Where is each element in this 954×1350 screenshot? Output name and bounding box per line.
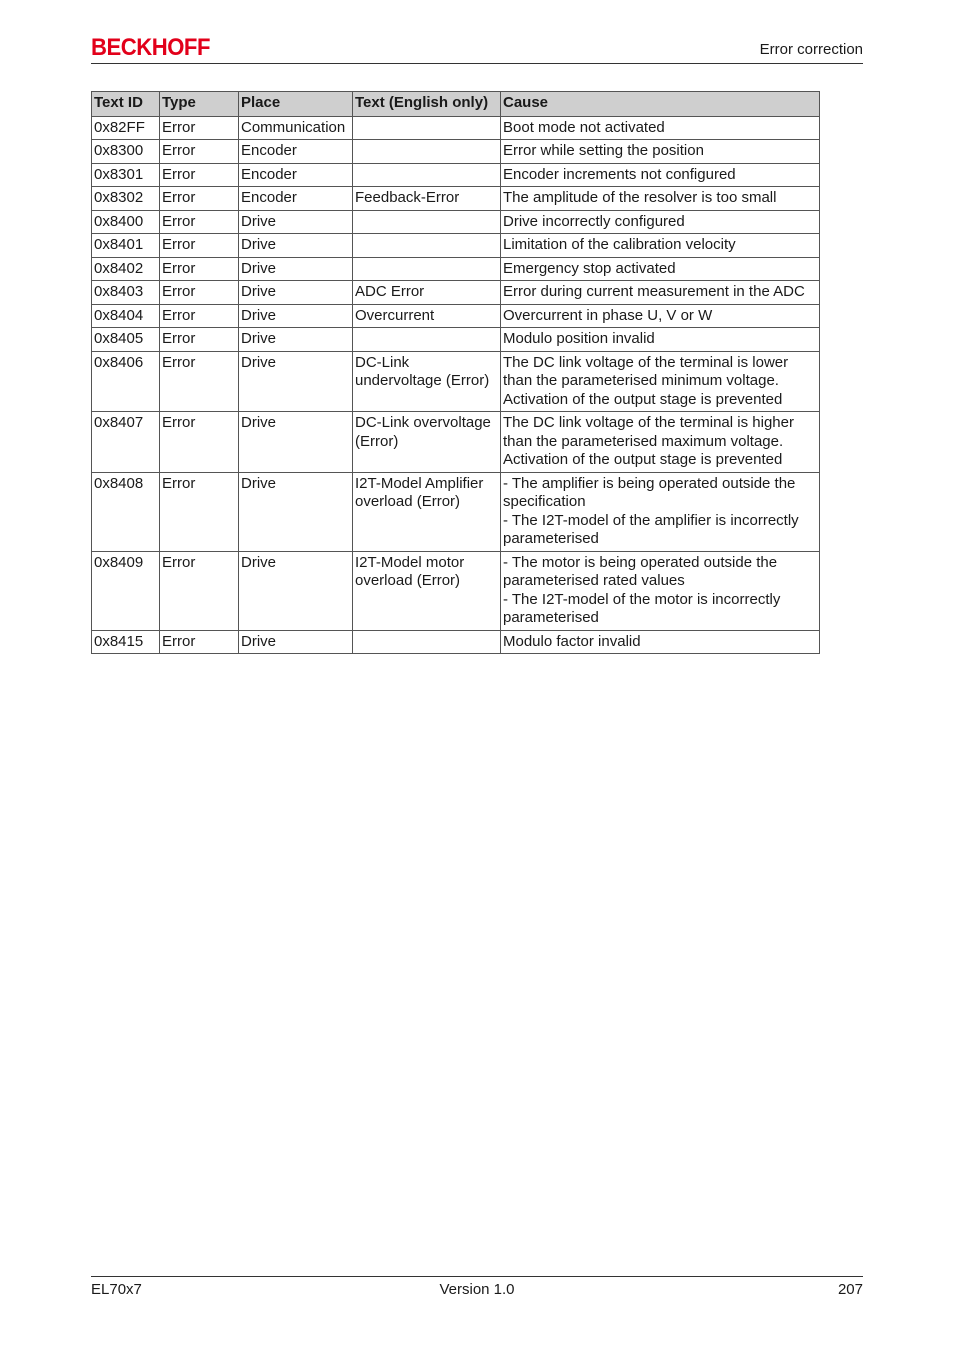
- cause-line: Modulo position invalid: [503, 330, 655, 347]
- cell-place: Encoder: [239, 187, 353, 211]
- cell-text-id: 0x8409: [92, 551, 160, 630]
- column-header-type: Type: [160, 92, 239, 117]
- cell-place: Drive: [239, 304, 353, 328]
- cell-place: Drive: [239, 210, 353, 234]
- table-row: [92, 257, 820, 281]
- column-header-text: Text (English only): [353, 92, 501, 117]
- cell-text: Feedback-Error: [353, 187, 501, 211]
- cell-type: Error: [160, 351, 239, 412]
- cell-text-id: 0x82FF: [92, 116, 160, 140]
- footer-version: Version 1.0: [439, 1281, 515, 1298]
- cell-place: Encoder: [239, 163, 353, 187]
- cell-place: Drive: [239, 630, 353, 654]
- cause-line: Encoder increments not configured: [503, 165, 736, 183]
- table-row: [92, 210, 820, 234]
- table-row: [92, 234, 820, 258]
- cause-line: Emergency stop activated: [503, 259, 676, 277]
- cell-text-id: 0x8402: [92, 257, 160, 281]
- table-row: [92, 163, 820, 187]
- cause-line: The DC link voltage of the terminal is higher than the parameterised maximum voltage. Activation of the output stage is prevented: [503, 414, 794, 468]
- table-row: [92, 140, 820, 164]
- cell-cause: [501, 351, 820, 412]
- cell-cause: [501, 281, 820, 305]
- cell-place: Drive: [239, 551, 353, 630]
- cell-cause: [501, 163, 820, 187]
- cell-text: [353, 210, 501, 234]
- cell-type: Error: [160, 328, 239, 352]
- cause-line: Limitation of the calibration velocity: [503, 236, 736, 253]
- cell-cause: [501, 234, 820, 258]
- table-row: [92, 187, 820, 211]
- cause-line: Error while setting the position: [503, 142, 704, 159]
- cell-text: [353, 257, 501, 281]
- cell-text-id: 0x8407: [92, 412, 160, 473]
- cell-cause: [501, 551, 820, 630]
- cell-place: Drive: [239, 351, 353, 412]
- cell-type: Error: [160, 210, 239, 234]
- cell-place: Drive: [239, 257, 353, 281]
- cause-line: - The motor is being operated outside the parameterised rated values: [503, 553, 778, 589]
- column-header-place: Place: [239, 92, 353, 117]
- cause-line: - The I2T-model of the amplifier is incorrectly parameterised: [503, 511, 799, 547]
- table-row: [92, 472, 820, 551]
- table-body: [92, 116, 820, 654]
- table-row: [92, 304, 820, 328]
- section-title: Error correction: [759, 41, 863, 58]
- cell-place: Encoder: [239, 140, 353, 164]
- cell-text: [353, 234, 501, 258]
- cell-text-id: 0x8415: [92, 630, 160, 654]
- cell-place: Drive: [239, 328, 353, 352]
- cell-text: I2T-Model Amplifier overload (Error): [353, 472, 501, 551]
- cell-text: ADC Error: [353, 281, 501, 305]
- cause-line: The DC link voltage of the terminal is lower than the parameterised minimum voltage. Activation of the output stage is prevented: [503, 353, 789, 408]
- cell-type: Error: [160, 163, 239, 187]
- table-row: [92, 412, 820, 473]
- cell-type: Error: [160, 234, 239, 258]
- cell-cause: [501, 328, 820, 352]
- cell-text: [353, 328, 501, 352]
- beckhoff-logo: BECKHOFF: [91, 34, 210, 61]
- error-table: [91, 91, 820, 654]
- cell-type: Error: [160, 551, 239, 630]
- table-row: [92, 551, 820, 630]
- cause-line: Boot mode not activated: [503, 118, 665, 136]
- table-row: [92, 630, 820, 654]
- cell-type: Error: [160, 116, 239, 140]
- cell-text-id: 0x8301: [92, 163, 160, 187]
- cause-line: - The I2T-model of the motor is incorrectly parameterised: [503, 590, 781, 626]
- cell-cause: [501, 630, 820, 654]
- cell-text: [353, 140, 501, 164]
- cell-cause: [501, 472, 820, 551]
- table-row: [92, 116, 820, 140]
- column-header-cause: Cause: [501, 92, 820, 117]
- cell-text-id: 0x8406: [92, 351, 160, 412]
- cell-text-id: 0x8401: [92, 234, 160, 258]
- cell-text: DC-Link undervoltage (Error): [353, 351, 501, 412]
- table-row: [92, 351, 820, 412]
- cell-text-id: 0x8302: [92, 187, 160, 211]
- cell-cause: [501, 116, 820, 140]
- cell-cause: [501, 412, 820, 473]
- cell-cause: [501, 140, 820, 164]
- cell-text: [353, 630, 501, 654]
- cell-text-id: 0x8405: [92, 328, 160, 352]
- cell-place: Drive: [239, 412, 353, 473]
- cell-text: [353, 163, 501, 187]
- table-header-row: [92, 92, 820, 117]
- cell-text-id: 0x8300: [92, 140, 160, 164]
- cause-line: Overcurrent in phase U, V or W: [503, 306, 713, 324]
- cell-place: Drive: [239, 281, 353, 305]
- cell-cause: [501, 187, 820, 211]
- footer-divider: [91, 1276, 863, 1277]
- table-row: [92, 328, 820, 352]
- cell-text-id: 0x8408: [92, 472, 160, 551]
- cell-type: Error: [160, 472, 239, 551]
- cause-line: Drive incorrectly configured: [503, 212, 685, 230]
- table-row: [92, 281, 820, 305]
- cell-cause: [501, 210, 820, 234]
- cell-type: Error: [160, 304, 239, 328]
- header-divider: [91, 63, 863, 64]
- cause-line: - The amplifier is being operated outside the specification: [503, 474, 796, 510]
- page-number: 207: [837, 1281, 863, 1298]
- cell-text-id: 0x8404: [92, 304, 160, 328]
- cell-cause: [501, 304, 820, 328]
- cell-type: Error: [160, 257, 239, 281]
- cell-text: Overcurrent: [353, 304, 501, 328]
- cell-text: [353, 116, 501, 140]
- cell-type: Error: [160, 281, 239, 305]
- cause-line: Error during current measurement in the ADC: [503, 283, 805, 300]
- cell-text-id: 0x8400: [92, 210, 160, 234]
- cause-line: The amplitude of the resolver is too small: [503, 189, 777, 206]
- cell-place: Communication: [239, 116, 353, 140]
- cell-type: Error: [160, 412, 239, 473]
- cell-cause: [501, 257, 820, 281]
- cell-type: Error: [160, 630, 239, 654]
- cell-type: Error: [160, 140, 239, 164]
- cell-type: Error: [160, 187, 239, 211]
- footer-product: EL70x7: [91, 1281, 142, 1298]
- cell-text: DC-Link overvoltage (Error): [353, 412, 501, 473]
- column-header-text-id: Text ID: [92, 92, 160, 117]
- cell-place: Drive: [239, 472, 353, 551]
- cell-text-id: 0x8403: [92, 281, 160, 305]
- cell-text: I2T-Model motor overload (Error): [353, 551, 501, 630]
- cell-place: Drive: [239, 234, 353, 258]
- cause-line: Modulo factor invalid: [503, 632, 641, 650]
